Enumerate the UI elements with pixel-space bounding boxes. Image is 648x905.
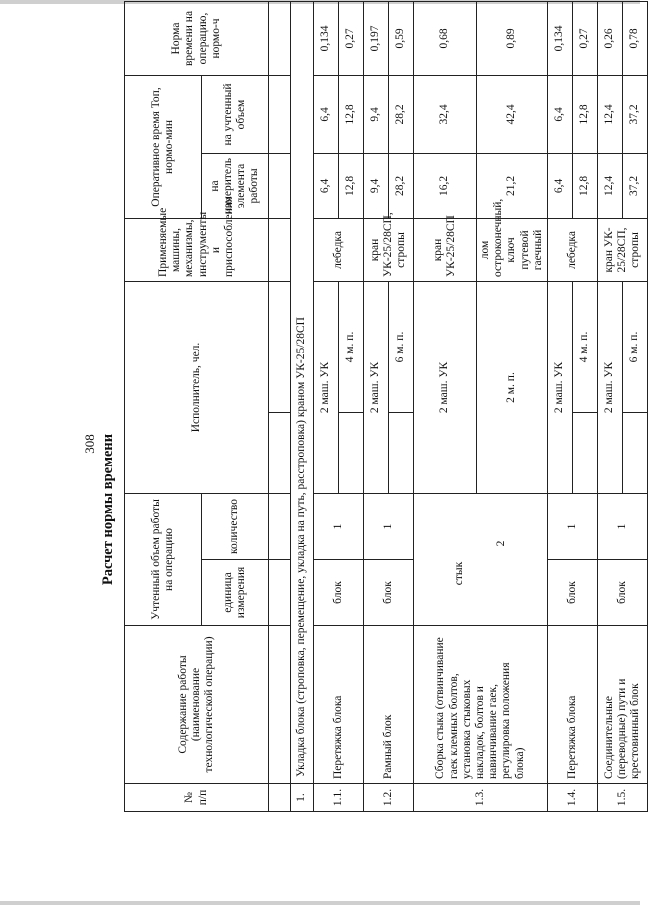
- row-content: Сборка стыка (отвинчивание гаек клемных болтов, установка стыковых накладок, болтов и навинчивание гаек, регулировка положения блока): [414, 626, 548, 784]
- row-norm: 0,68: [414, 1, 477, 75]
- row-per-volume: 28,2: [389, 75, 414, 153]
- machine-line: кран УК-25/28СП,: [368, 212, 394, 277]
- row-norm: 0,59: [389, 1, 414, 75]
- row-norm: 0,78: [623, 1, 648, 75]
- row-executor: 2 маш. УК: [548, 281, 573, 493]
- page-title-text: Расчет нормы времени: [100, 433, 116, 586]
- row-qty: 1: [364, 494, 414, 560]
- machine-line: 25/28СП,: [615, 227, 628, 273]
- row-content: Перетяжка блока: [548, 626, 598, 784]
- header-op-time: Оперативное время Топ, нормо-мин: [125, 75, 202, 218]
- row-per-meter: 28,2: [389, 153, 414, 218]
- row-machine: [598, 218, 648, 281]
- machine-line: стропы: [395, 232, 408, 268]
- row-norm: 0,134: [314, 1, 339, 75]
- row-per-meter: 6,4: [548, 153, 573, 218]
- table-row: [314, 1, 339, 811]
- header-content: Содержание работы (наименование технологической операции): [125, 626, 269, 784]
- row-per-meter: 12,8: [573, 153, 598, 218]
- row-executor: 2 маш. УК: [314, 281, 339, 493]
- row-executor: 2 м. п.: [477, 281, 548, 493]
- row-unit: блок: [598, 560, 648, 626]
- row-per-meter: 12,8: [339, 153, 364, 218]
- table-row: [364, 1, 389, 811]
- row-content: Перетяжка блока: [314, 626, 364, 784]
- row-num: 1.4.: [548, 784, 598, 812]
- row-norm: 0,27: [339, 1, 364, 75]
- rotated-page: [68, 0, 640, 905]
- row-per-volume: 32,4: [414, 75, 477, 153]
- row-per-meter: 37,2: [623, 153, 648, 218]
- header-volume: Учтенный объем работы на операцию: [125, 494, 202, 626]
- section-text: Укладка блока (строповка, перемещение, укладка на путь, расстроповка) краном УК-25/28СП: [291, 1, 314, 783]
- section-num: 1.: [291, 784, 314, 812]
- row-content: Рамный блок: [364, 626, 414, 784]
- row-machine: кран УК-25/28СП: [414, 218, 477, 281]
- row-qty: 1: [314, 494, 364, 560]
- row-per-volume: 6,4: [548, 75, 573, 153]
- row-per-volume: 9,4: [364, 75, 389, 153]
- row-content: Соединительные (переводные) пути и крестовинный блок: [598, 626, 648, 784]
- row-qty: 1: [548, 494, 598, 560]
- table-row: [414, 1, 477, 811]
- row-per-meter: 9,4: [364, 153, 389, 218]
- row-num: 1.1.: [314, 784, 364, 812]
- header-machines: Применяемые машины, механизмы, инструменты и приспособления: [125, 218, 269, 281]
- header-per-meter: на измеритель элемента работы: [202, 153, 269, 218]
- row-executor: 2 маш. УК: [364, 281, 389, 493]
- header-num: № п/п: [125, 784, 269, 812]
- row-executor: 4 м. п.: [339, 281, 364, 412]
- row-unit-qty: [414, 494, 548, 626]
- row-per-volume: 6,4: [314, 75, 339, 153]
- row-executor: 4 м. п.: [573, 281, 598, 412]
- row-unit: блок: [314, 560, 364, 626]
- row-per-meter: 21,2: [477, 153, 548, 218]
- header-norm: Норма времени на операцию, нормо-ч: [125, 1, 269, 75]
- spacer-row: [269, 1, 291, 811]
- row-per-volume: 12,8: [339, 75, 364, 153]
- row-norm: 0,27: [573, 1, 598, 75]
- row-norm: 0,134: [548, 1, 573, 75]
- row-machine: лебедка: [314, 218, 364, 281]
- row-unit: блок: [364, 560, 414, 626]
- row-per-meter: 12,4: [598, 153, 623, 218]
- row-machine: лебедка: [548, 218, 598, 281]
- table-row: [598, 1, 623, 811]
- row-per-volume: 12,8: [573, 75, 598, 153]
- row-executor: 6 м. п.: [623, 281, 648, 412]
- row-num: 1.2.: [364, 784, 414, 812]
- row-per-meter: 6,4: [314, 153, 339, 218]
- row-per-volume: 37,2: [623, 75, 648, 153]
- header-unit: единица измерения: [202, 560, 269, 626]
- table-row: [548, 1, 573, 811]
- row-qty: 1: [598, 494, 648, 560]
- row-norm: 0,89: [477, 1, 548, 75]
- row-executor: 6 м. п.: [389, 281, 414, 412]
- row-per-meter: 16,2: [414, 153, 477, 218]
- page-number: 308: [82, 434, 97, 454]
- header-executor: Исполнитель, чел.: [125, 281, 269, 493]
- row-machine: [364, 212, 414, 281]
- header-per-volume: на учтенный объем: [202, 75, 269, 153]
- row-machine: лом остроконечный, ключ путевой гаечный: [477, 218, 548, 281]
- row-num: 1.3.: [414, 784, 548, 812]
- header-qty: количество: [202, 494, 269, 560]
- row-executor: 2 маш. УК: [598, 281, 623, 493]
- machine-line: стропы: [629, 232, 642, 268]
- row-num: 1.5.: [598, 784, 648, 812]
- row-unit: стык: [453, 561, 466, 586]
- row-unit: блок: [548, 560, 598, 626]
- row-qty: 2: [494, 540, 507, 547]
- header-row-1: [125, 1, 202, 811]
- section-row: [291, 1, 314, 811]
- row-per-volume: 12,4: [598, 75, 623, 153]
- row-per-volume: 42,4: [477, 75, 548, 153]
- machine-line: кран УК-: [602, 227, 615, 273]
- row-norm: 0,26: [598, 1, 623, 75]
- norm-table: [124, 1, 648, 812]
- row-norm: 0,197: [364, 1, 389, 75]
- row-executor: 2 маш. УК: [414, 281, 477, 493]
